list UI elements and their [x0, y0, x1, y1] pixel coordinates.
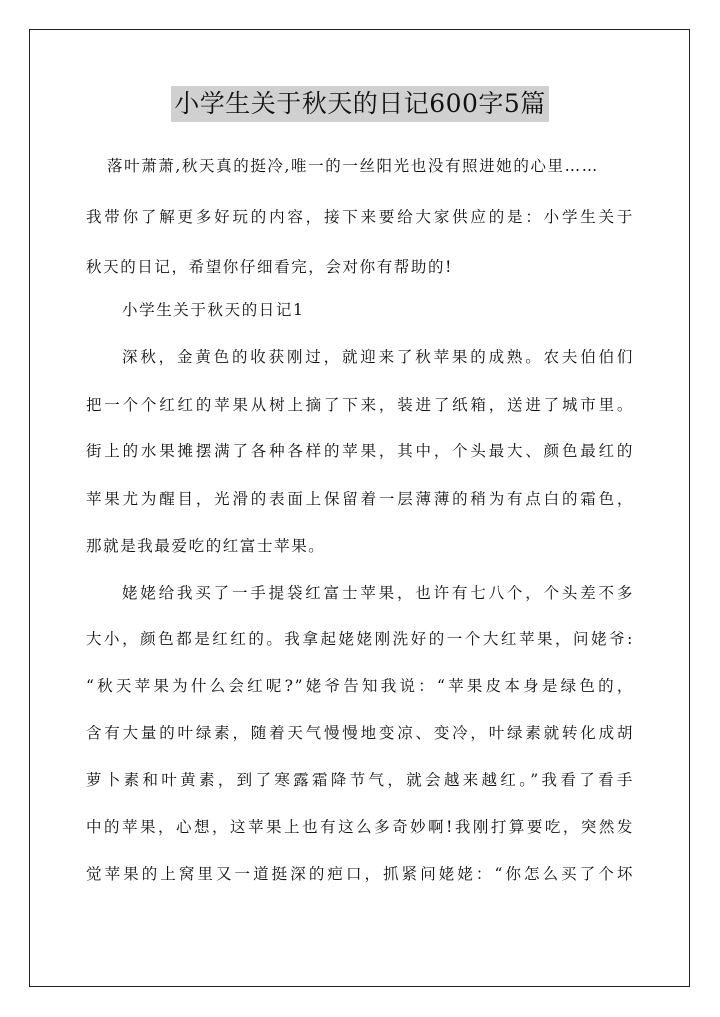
- paragraph-line: 萝卜素和叶黄素，到了寒露霜降节气，就会越来越红。”我看了看手: [86, 771, 634, 789]
- intro-line-1: 落叶萧萧,秋天真的挺冷,唯一的一丝阳光也没有照进她的心里……: [107, 157, 599, 175]
- paragraph-line: 中的苹果，心想，这苹果上也有这么多奇妙啊!我刚打算要吃，突然发: [86, 818, 634, 836]
- intro-line-2: 我带你了解更多好玩的内容，接下来要给大家供应的是：小学生关于: [86, 208, 634, 226]
- paragraph-line: 那就是我最爱吃的红富士苹果。: [86, 537, 326, 555]
- document-title: 小学生关于秋天的日记600字5篇: [171, 86, 549, 122]
- title-container: [0, 86, 720, 122]
- paragraph-line: 含有大量的叶绿素，随着天气慢慢地变凉、变冷，叶绿素就转化成胡: [86, 724, 634, 742]
- paragraph-line: 深秋，金黄色的收获刚过，就迎来了秋苹果的成熟。农夫伯伯们: [122, 348, 634, 366]
- paragraph-line: “秋天苹果为什么会红呢?”姥爷告知我说：“苹果皮本身是绿色的，: [86, 677, 634, 695]
- section-heading: 小学生关于秋天的日记1: [122, 301, 305, 319]
- paragraph-line: 姥姥给我买了一手提袋红富士苹果，也许有七八个，个头差不多: [122, 584, 634, 602]
- paragraph-line: 苹果尤为醒目，光滑的表面上保留着一层薄薄的稍为有点白的霜色，: [86, 490, 634, 508]
- paragraph-line: 觉苹果的上窝里又一道挺深的疤口，抓紧问姥姥：“你怎么买了个坏: [86, 865, 634, 883]
- intro-line-3: 秋天的日记，希望你仔细看完，会对你有帮助的!: [86, 258, 453, 276]
- paragraph-line: 街上的水果摊摆满了各种各样的苹果，其中，个头最大、颜色最红的: [86, 442, 634, 460]
- paragraph-line: 把一个个红红的苹果从树上摘了下来，装进了纸箱，送进了城市里。: [86, 396, 634, 414]
- paragraph-line: 大小，颜色都是红红的。我拿起姥姥刚洗好的一个大红苹果，问姥爷:: [86, 630, 634, 648]
